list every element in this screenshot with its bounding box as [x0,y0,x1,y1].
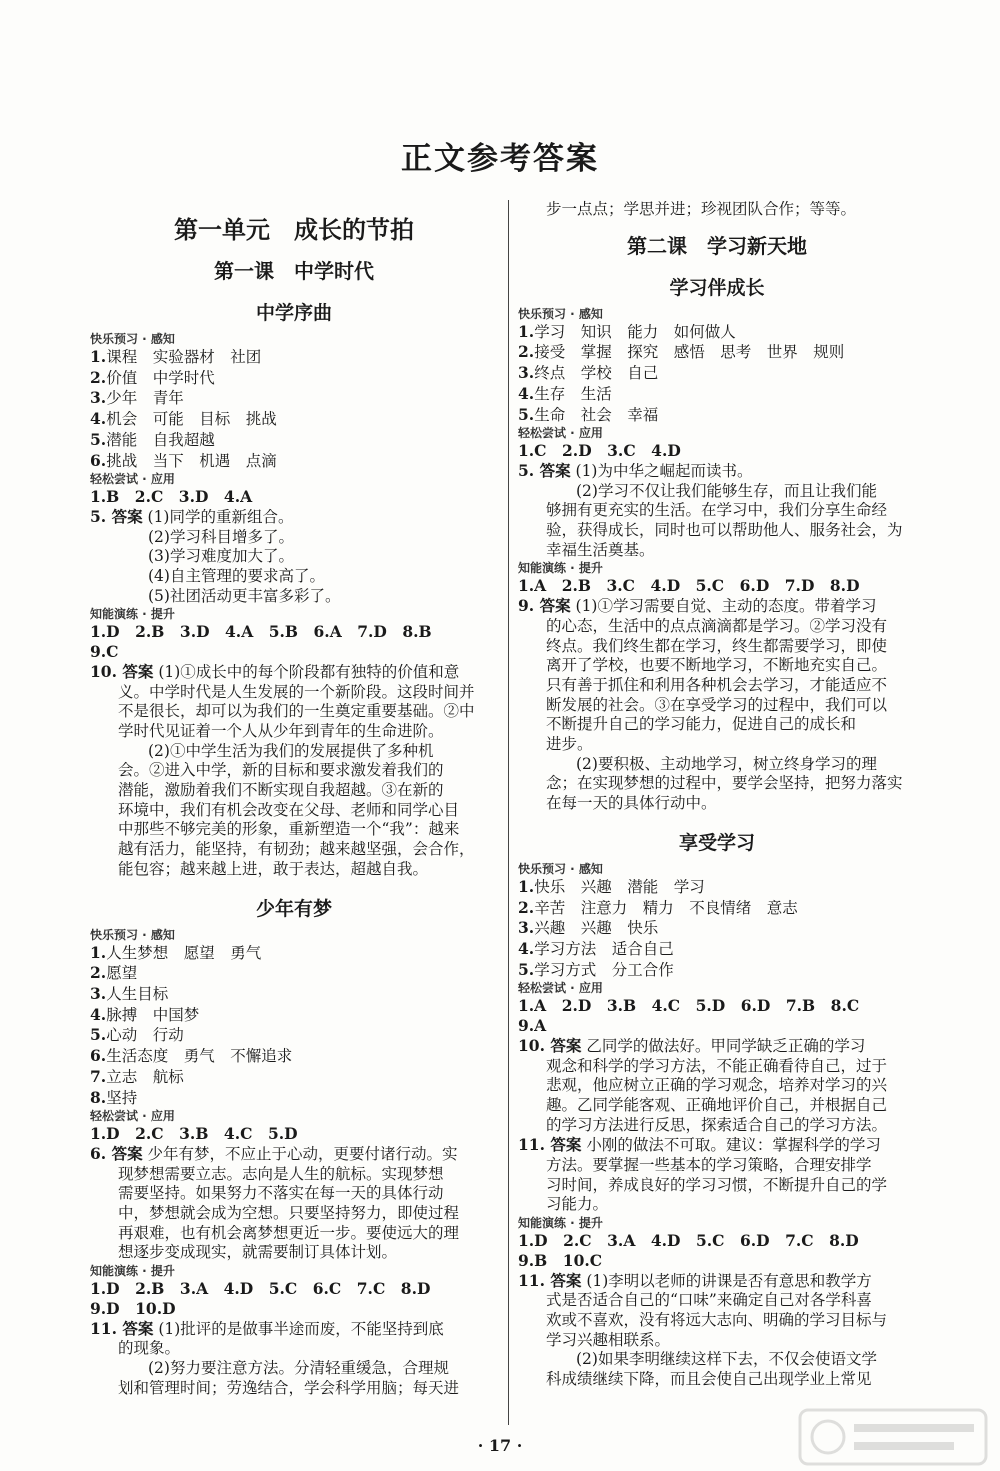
answer-lines [90,761,498,879]
list-item [90,984,498,1005]
answer-line: 式是否适合自己的“口味”来确定自己对各学科喜 [546,1291,872,1310]
item-text: 兴趣 兴趣 快乐 [534,919,659,938]
answer-line: (2)学习科目增多了。 [148,527,294,546]
mc-answers: 9.A [518,1016,547,1036]
subsection-label: 快乐预习 · 感知 [518,861,603,876]
list-item [90,1067,498,1088]
answer-line: 趣。乙同学能客观、正确地评价自己，并根据自己 [546,1095,888,1114]
mc-answers: 1.D 2.C 3.B 4.C 5.D [90,1124,298,1144]
item-text: 课程 实验器材 社团 [106,348,262,366]
answer-line: 会。②进入中学，新的目标和要求激发着我们的 [118,761,444,780]
list-item [518,918,916,939]
answer-item [90,1319,498,1340]
mc-answers: 1.C 2.D 3.C 4.D [518,441,681,461]
list-item [90,347,498,368]
list-item [90,1088,498,1109]
list-item [518,342,916,363]
item-number: 3. [518,363,535,383]
item-number: 7. [90,1066,107,1086]
answer-line: 的学习方法进行反思，探索适合自己的学习方法。 [546,1115,888,1134]
answer-item [518,461,916,482]
subsection-label: 轻松尝试 · 应用 [518,426,603,441]
item-text: 学习方式 分工合作 [534,960,674,979]
answer-line: 越有活力，能坚持，有韧劲；越来越坚强，会合作， [118,840,475,859]
answer-line: 只有善于抓住和利用各种机会去学习，才能适应不 [546,675,888,694]
subsection-label: 知能演练 · 提升 [90,607,175,622]
list-item [90,943,498,964]
right-column [518,200,916,1390]
answer-number: 11. 答案 [518,1135,582,1155]
item-text: 人生梦想 愿望 勇气 [106,943,262,962]
answer-number: 11. 答案 [90,1318,154,1338]
answer-text: (1)①成长中的每个阶段都有独特的价值和意 [158,662,460,681]
item-text: 辛苦 注意力 精力 不良情绪 意志 [534,898,798,917]
list-item [90,1025,498,1046]
answer-line: 潜能，激励着我们不断实现自我超越。③在新的 [118,781,444,800]
page-title: 正文参考答案 [401,141,599,177]
item-text: 生存 生活 [534,384,612,403]
answer-list [518,322,916,426]
item-text: 生命 社会 幸福 [534,405,659,424]
section-title: 少年有梦 [255,897,332,920]
item-number: 2. [90,367,107,387]
list-item [518,960,916,981]
list-item [518,322,916,343]
answer-line: 进步。 [546,735,593,754]
answer-line: (5)社团活动更丰富多彩了。 [148,586,341,605]
answer-line: 不是很长，却可以为我们的一生奠定重要基础。②中 [118,702,475,721]
answer-text: 小刚的做法不可取。建议：掌握科学的学习 [586,1136,881,1155]
answer-line: (3)学习难度加大了。 [148,547,294,566]
list-item [90,368,498,389]
answer-item [90,662,498,683]
item-text: 生活态度 勇气 不懈追求 [106,1047,293,1066]
answer-text: (1)李明以老师的讲课是否有意思和教学方 [586,1271,872,1290]
answer-list [90,943,498,1109]
item-number: 1. [518,321,535,341]
answer-number: 11. 答案 [518,1270,582,1290]
list-item [518,363,916,384]
item-text: 潜能 自我超越 [106,430,215,449]
mc-answers: 9.C [90,642,119,662]
item-number: 3. [518,918,535,938]
answer-text: (1)为中华之崛起而读书。 [575,461,753,480]
answer-lines [518,774,916,813]
mc-answers: 1.D 2.B 3.A 4.D 5.C 6.C 7.C 8.D [90,1279,431,1299]
item-number: 8. [90,1087,107,1107]
answer-line: 习时间，养成良好的学习习惯，不断提升自己的学 [546,1175,888,1194]
list-item [90,430,498,451]
section-title: 享受学习 [678,831,755,854]
mc-answers: 1.A 2.D 3.B 4.C 5.D 6.D 7.B 8.C [518,996,860,1016]
answer-number: 9. 答案 [518,596,571,616]
item-number: 1. [90,942,107,962]
answer-line: 验，获得成长，同时也可以帮助他人、服务社会，为 [546,521,903,540]
item-number: 4. [90,1004,107,1024]
watermark-logo-icon [798,1408,988,1466]
answer-line: (4)自主管理的要求高了。 [148,567,325,586]
answer-line: 再艰难，也有机会离梦想更近一步。要使远大的理 [118,1223,460,1242]
item-number: 5. [518,404,535,424]
list-item [518,898,916,919]
section-title: 中学序曲 [255,302,332,324]
item-number: 6. [90,1046,107,1066]
answer-line: 义。中学时代是人生发展的一个新阶段。这段时间并 [118,682,475,701]
answer-item [518,596,916,617]
answer-item [90,507,498,528]
answer-line: 学习兴趣相联系。 [546,1330,671,1349]
answer-lines [90,683,498,742]
answer-line: 不断提升自己的学习能力，促进自己的成长和 [546,715,857,734]
answer-line: 现梦想需要立志。志向是人生的航标。实现梦想 [118,1164,444,1183]
answer-line: 幸福生活奠基。 [546,540,655,559]
answer-line: 悲观，他应树立正确的学习观念，培养对学习的兴 [546,1076,888,1095]
answer-line: 观念和科学的学习方法，不能正确看待自己，过于 [546,1056,888,1075]
subsection-label: 轻松尝试 · 应用 [518,981,603,996]
answer-text: 乙同学的做法好。甲同学缺乏正确的学习 [586,1036,866,1055]
subsection-label: 快乐预习 · 感知 [518,306,603,321]
item-number: 1. [518,876,535,896]
item-number: 2. [90,963,107,983]
answer-line: 能包容；越来越上进，敢于表达，超越自我。 [118,859,429,878]
list-item [518,939,916,960]
answer-line: 的现象。 [118,1339,181,1358]
answer-lines [90,1379,498,1399]
mc-answers: 1.D 2.C 3.A 4.D 5.C 6.D 7.C 8.D [518,1231,859,1251]
item-number: 1. [90,347,107,366]
answer-line: 的心态，生活中的点点滴滴都是学习。②学习没有 [546,616,888,635]
item-text: 机会 可能 目标 挑战 [106,410,277,429]
answer-lines [518,617,916,755]
list-item [90,963,498,984]
list-item [90,388,498,409]
answer-lines [518,1156,916,1215]
item-text: 快乐 兴趣 潜能 学习 [534,877,705,896]
item-text: 心动 行动 [106,1026,184,1045]
answer-line: 念；在实现梦想的过程中，要学会坚持，把努力落实 [546,774,903,793]
answer-line: 够拥有更充实的生活。在学习中，我们分享生命经 [546,501,888,520]
answer-lines [518,1291,916,1350]
item-number: 5. [90,429,107,449]
mc-answers: 9.B 10.C [518,1250,603,1270]
item-number: 3. [90,983,107,1003]
answer-text: (2)①中学生活为我们的发展提供了多种机 [148,741,434,760]
answer-line: 科成绩继续下降，而且会使自己出现学业上常见 [546,1370,872,1389]
list-item [90,409,498,430]
answer-line: 划和管理时间；劳逸结合，学会科学用脑；每天进 [118,1378,460,1397]
item-number: 2. [518,342,535,362]
item-text: 学习 知识 能力 如何做人 [534,322,736,341]
lesson-title: 第一课 中学时代 [214,259,374,283]
item-text: 接受 掌握 探究 感悟 思考 世界 规则 [534,343,845,362]
mc-answers: 1.A 2.B 3.C 4.D 5.C 6.D 7.D 8.D [518,576,860,596]
answer-list [518,877,916,981]
answer-number: 6. 答案 [90,1143,143,1163]
answer-line: 欢或不喜欢，没有将远大志向、明确的学习目标与 [546,1310,888,1329]
answer-text: 少年有梦，不应止于心动，更要付诸行动。实 [147,1144,458,1163]
item-text: 终点 学校 自己 [534,364,659,383]
answer-number: 5. 答案 [518,460,571,480]
list-item [518,877,916,898]
item-number: 3. [90,388,107,408]
answer-number: 10. 答案 [518,1035,582,1055]
answer-lines [90,1339,498,1359]
answer-text: (2)如果李明继续这样下去，不仅会使语文学 [576,1350,877,1369]
subsection-label: 轻松尝试 · 应用 [90,1109,175,1124]
answer-item [518,1135,916,1156]
item-text: 立志 航标 [106,1067,184,1086]
item-text: 挑战 当下 机遇 点滴 [106,451,277,470]
item-number: 5. [518,959,535,979]
answer-item [518,1036,916,1057]
answer-lines [90,528,498,607]
item-text: 脉搏 中国梦 [106,1005,200,1024]
subsection-label: 快乐预习 · 感知 [90,927,175,942]
left-column [90,200,498,1398]
answer-line: 想逐步变成现实，就需要制订具体计划。 [118,1243,398,1262]
subsection-label: 轻松尝试 · 应用 [90,472,175,487]
item-text: 愿望 [106,964,138,983]
column-divider [508,200,509,1425]
item-number: 6. [90,450,107,470]
answer-item [518,1271,916,1292]
answer-line: 在每一天的具体行动中。 [546,794,717,813]
item-number: 5. [90,1025,107,1045]
section-title: 学习伴成长 [669,276,765,299]
answer-lines [518,501,916,560]
answer-lines [90,1165,498,1264]
answer-line: 环境中，我们有机会改变在父母、老师和同学心目 [118,800,460,819]
unit-title: 第一单元 成长的节拍 [174,216,414,244]
mc-answers: 1.B 2.C 3.D 4.A [90,487,253,507]
answer-text: (2)努力要注意方法。分清轻重缓急，合理规 [148,1358,449,1377]
answer-number: 10. 答案 [90,661,154,681]
answer-line: 离开了学校，也要不断地学习，不断地充实自己。 [546,656,888,675]
list-item [90,1046,498,1067]
list-item [518,384,916,405]
subsection-label: 知能演练 · 提升 [518,561,603,576]
mc-answers: 9.D 10.D [90,1298,176,1318]
answer-text: (1)①学习需要自觉、主动的态度。带着学习 [575,597,877,616]
carry-over-line: 步一点点；学思并进；珍视团队合作；等等。 [546,200,857,218]
item-text: 少年 青年 [106,389,184,408]
item-text: 价值 中学时代 [106,368,215,387]
answer-line: 需要坚持。如果努力不落实在每一天的具体行动 [118,1184,444,1203]
item-text: 学习方法 适合自己 [534,939,674,958]
answer-line: 习能力。 [546,1195,609,1214]
list-item [90,451,498,472]
list-item [518,405,916,426]
subsection-label: 知能演练 · 提升 [90,1264,175,1279]
item-text: 坚持 [106,1088,138,1107]
subsection-label: 快乐预习 · 感知 [90,332,175,346]
mc-answers: 1.D 2.B 3.D 4.A 5.B 6.A 7.D 8.B [90,622,432,642]
item-number: 4. [518,938,535,958]
page-number: · 17 · [477,1436,523,1455]
item-number: 4. [518,383,535,403]
answer-text: (2)学习不仅让我们能够生存，而且让我们能 [576,481,877,500]
subsection-label: 知能演练 · 提升 [518,1216,603,1231]
answer-line: 方法。要掌握一些基本的学习策略，合理安排学 [546,1156,872,1175]
lesson-title: 第二课 学习新天地 [627,233,807,258]
item-text: 人生目标 [106,984,169,1003]
answer-line: 中那些不够完美的形象，重新塑造一个“我”：越来 [118,820,460,839]
answer-text: (1)同学的重新组合。 [147,507,294,526]
answer-text: (1)批评的是做事半途而废，不能坚持到底 [158,1319,444,1338]
answer-text: (2)要积极、主动地学习，树立终身学习的理 [576,754,877,773]
answer-line: 学时代见证着一个人从少年到青年的生命进阶。 [118,721,444,740]
answer-item [90,1144,498,1165]
item-number: 4. [90,409,107,429]
item-number: 2. [518,897,535,917]
answer-list [90,347,498,471]
answer-lines [518,1370,916,1390]
answer-lines [518,1057,916,1136]
answer-number: 5. 答案 [90,506,143,526]
answer-line: 中，梦想就会成为空想。只要坚持努力，即使过程 [118,1204,460,1223]
list-item [90,1005,498,1026]
answer-line: 断发展的社会。③在享受学习的过程中，我们可以 [546,695,888,714]
answer-line: 终点。我们终生都在学习，终生都需要学习，即使 [546,636,888,655]
